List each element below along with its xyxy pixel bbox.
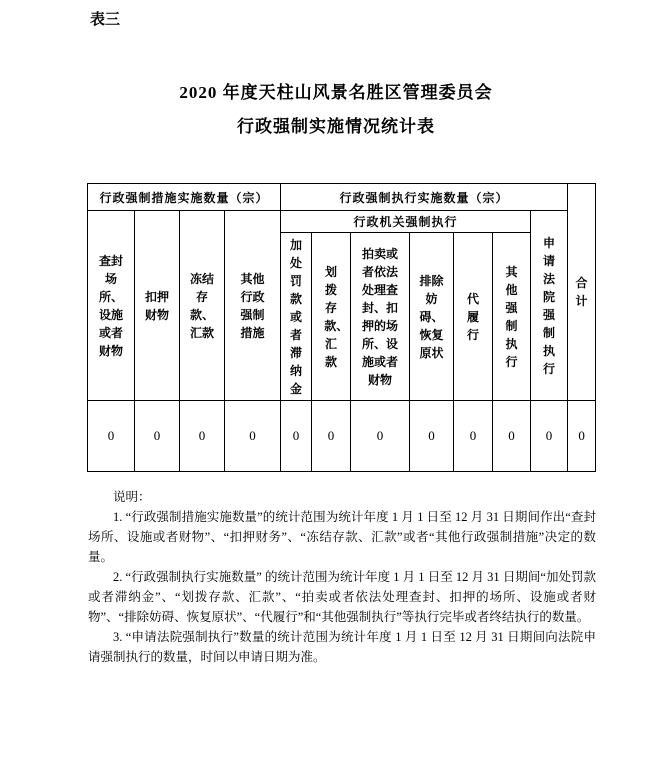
- column-header-substitute-performance: 代履行: [454, 233, 493, 401]
- value-cell-7: 0: [351, 401, 410, 472]
- column-header-other-enforcement: 其他强制执行: [493, 233, 531, 401]
- column-header-seal-premises: 查封场所、设施或者财物: [88, 211, 135, 401]
- column-header-other-measures: 其他行政强制措施: [225, 211, 281, 401]
- table-number-label: 表三: [90, 12, 121, 28]
- value-cell-9: 0: [454, 401, 493, 472]
- note-1: 1. “行政强制措施实施数量”的统计范围为统计年度 1 月 1 日至 12 月 31 日期间作出“查封场所、设施或者财物”、“扣押财务”、“冻结存款、汇款”或者“其他行政强制措施”决定的数量。: [88, 510, 596, 564]
- data-row: [88, 401, 596, 472]
- header-total: 合计: [568, 184, 596, 401]
- column-header-seize-property: 扣押财物: [135, 211, 180, 401]
- column-header-transfer-deposits: 划拨存款、汇款: [312, 233, 351, 401]
- column-header-additional-fines: 加处罚款或者滞纳金: [281, 233, 312, 401]
- header-row-subgroups: [88, 211, 596, 233]
- value-cell-8: 0: [410, 401, 454, 472]
- column-header-freeze-deposits: 冻结存款、汇款: [180, 211, 225, 401]
- header-agency-group: 行政机关强制执行: [281, 211, 531, 233]
- notes-section: [88, 487, 596, 667]
- title-line-1: 2020 年度天柱山风景名胜区管理委员会: [179, 83, 493, 102]
- header-measures-group: 行政强制措施实施数量（宗）: [88, 184, 281, 211]
- value-cell-2: 0: [135, 401, 180, 472]
- value-cell-4: 0: [225, 401, 281, 472]
- value-cell-5: 0: [281, 401, 312, 472]
- note-3: 3. “申请法院强制执行”数量的统计范围为统计年度 1 月 1 日至 12 月 31 日期间向法院申请强制执行的数量，时间以申请日期为准。: [88, 630, 596, 664]
- value-cell-10: 0: [493, 401, 531, 472]
- title-line-2: 行政强制实施情况统计表: [237, 117, 435, 136]
- value-cell-11: 0: [531, 401, 568, 472]
- notes-heading: 说明：: [113, 490, 151, 504]
- column-header-court-enforcement: 申请法院强制执行: [531, 211, 568, 401]
- column-header-remove-obstruction: 排除妨碍、恢复原状: [410, 233, 454, 401]
- document-title: [82, 76, 590, 144]
- column-header-auction-property: 拍卖或者依法处理查封、扣押的场所、设施或者财物: [351, 233, 410, 401]
- value-cell-6: 0: [312, 401, 351, 472]
- enforcement-stats-table: [87, 183, 596, 472]
- value-cell-3: 0: [180, 401, 225, 472]
- value-cell-1: 0: [88, 401, 135, 472]
- note-2: 2. “行政强制执行实施数量” 的统计范围为统计年度 1 月 1 日至 12 月 31 日期间“加处罚款或者滞纳金”、“划拨存款、汇款”、“拍卖或者依法处理查封、扣押的场所、设施或者财物”、“排除妨碍、恢复原状”、“代履行”和“其他强制执行”等执行完毕或者终结执行的数量。: [88, 570, 596, 624]
- value-cell-total: 0: [568, 401, 596, 472]
- header-enforcement-group: 行政强制执行实施数量（宗）: [281, 184, 568, 211]
- header-row-groups: [88, 184, 596, 211]
